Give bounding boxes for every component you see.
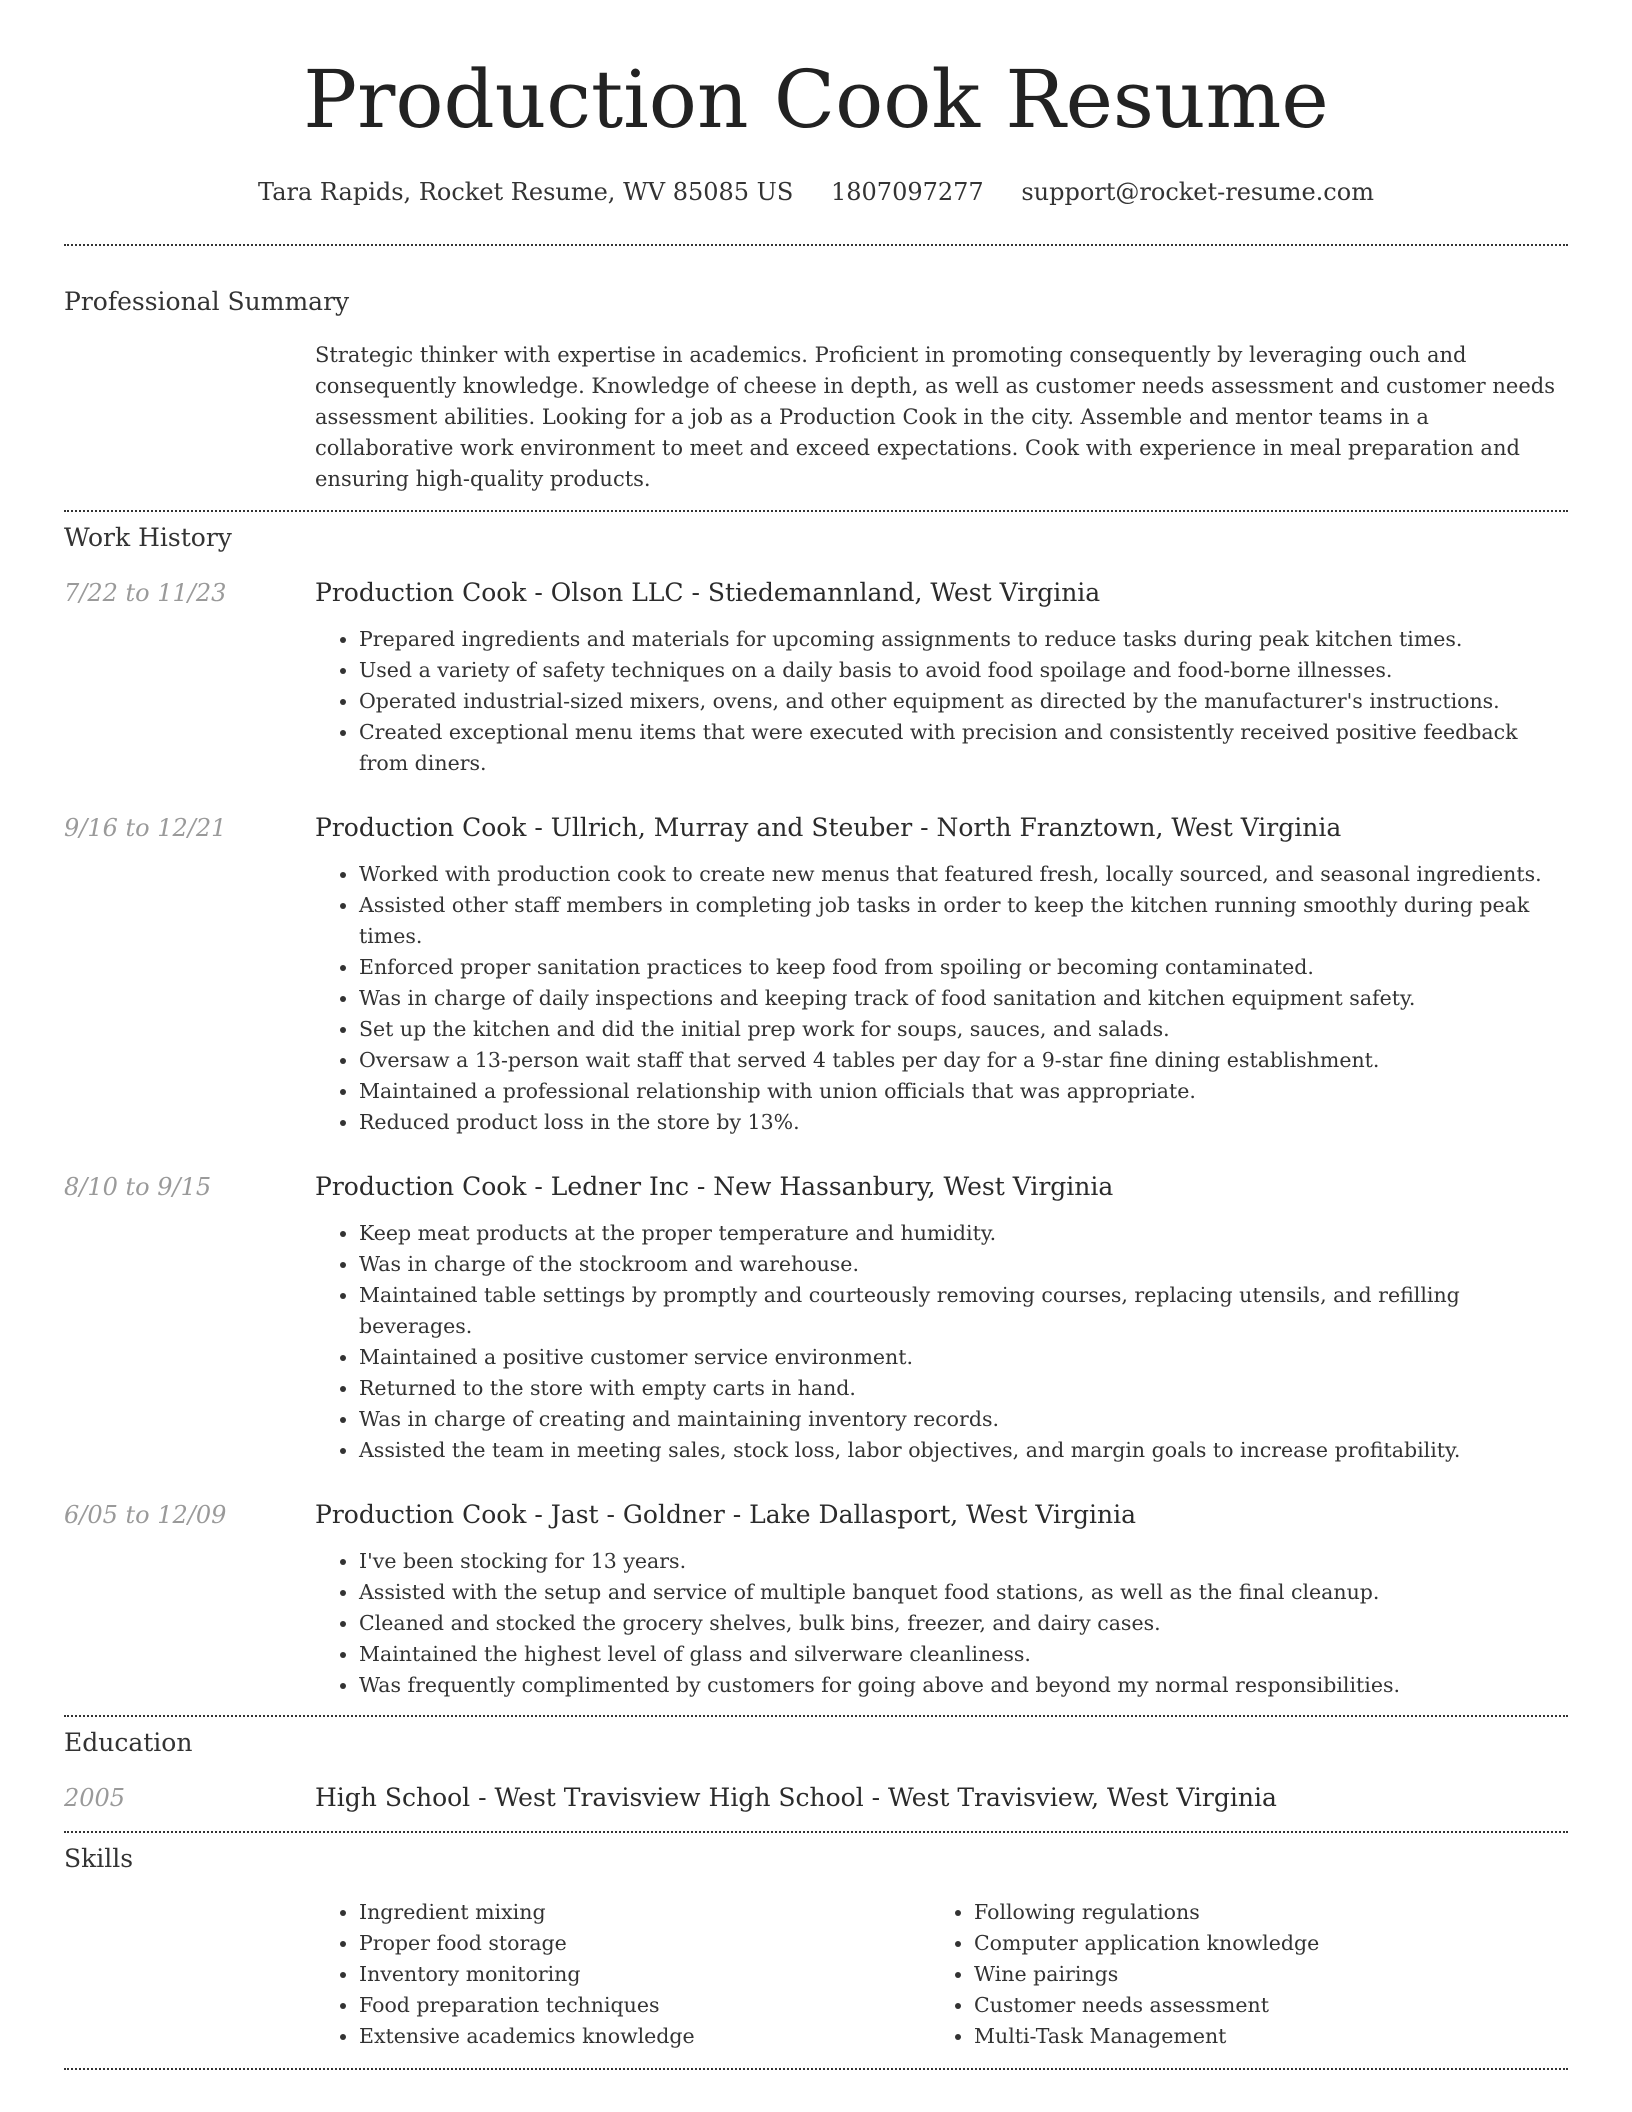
job-bullets <box>315 859 1568 1138</box>
list-item: • Inventory monitoring <box>359 1959 930 1990</box>
list-item: • Food preparation techniques <box>359 1990 930 2021</box>
divider <box>64 244 1568 246</box>
list-item: • Customer needs assessment <box>974 1990 1545 2021</box>
list-item: • Assisted the team in meeting sales, stock loss, labor objectives, and margin goals to increase profitability. <box>359 1435 1568 1466</box>
job-dates: 6/05 to 12/09 <box>64 1501 227 1529</box>
job-dates: 8/10 to 9/15 <box>64 1173 212 1201</box>
list-item: • Returned to the store with empty carts in hand. <box>359 1373 1568 1404</box>
list-item: • Cleaned and stocked the grocery shelves, bulk bins, freezer, and dairy cases. <box>359 1608 1568 1639</box>
contact-address: Tara Rapids, Rocket Resume, WV 85085 US <box>258 178 794 206</box>
list-item: • Was frequently complimented by customers for going above and beyond my normal responsibilities. <box>359 1670 1568 1701</box>
list-item: • Operated industrial-sized mixers, ovens, and other equipment as directed by the manufacturer's instructions. <box>359 686 1568 717</box>
job-bullets <box>315 1546 1568 1701</box>
job-entry <box>64 576 1568 779</box>
job-title: Production Cook - Ledner Inc - New Hassanbury, West Virginia <box>315 1172 1114 1201</box>
list-item: • I've been stocking for 13 years. <box>359 1546 1568 1577</box>
job-entry <box>64 1498 1568 1701</box>
list-item: • Oversaw a 13-person wait staff that served 4 tables per day for a 9-star fine dining establishment. <box>359 1045 1568 1076</box>
list-item: • Maintained table settings by promptly and courteously removing courses, replacing utensils, and refilling beverages. <box>359 1280 1568 1342</box>
education-year: 2005 <box>64 1784 126 1812</box>
page-title: Production Cook Resume <box>303 53 1329 146</box>
summary-text: Strategic thinker with expertise in academics. Proficient in promoting consequently by leveraging ouch and consequently knowledge. Knowledge of cheese in depth, as well as customer needs assessment and customer needs assessment abilities. Looking for a job as a Production Cook in the city. Assemble and mentor teams in a collaborative work environment to meet and exceed expectations. Cook with experience in meal preparation and ensuring high-quality products. <box>315 343 1555 491</box>
contact-email: support@rocket-resume.com <box>1021 178 1374 206</box>
list-item: • Maintained a professional relationship with union officials that was appropriate. <box>359 1076 1568 1107</box>
education-entry <box>64 1781 1568 1815</box>
list-item: • Was in charge of creating and maintaining inventory records. <box>359 1404 1568 1435</box>
list-item: • Keep meat products at the proper temperature and humidity. <box>359 1218 1568 1249</box>
job-bullets <box>315 1218 1568 1466</box>
education-heading: Education <box>64 1728 193 1757</box>
resume-page <box>64 0 1568 2070</box>
list-item: • Multi-Task Management <box>974 2021 1545 2052</box>
list-item: • Following regulations <box>974 1897 1545 1928</box>
skills-grid <box>315 1897 1568 2052</box>
list-item: • Assisted with the setup and service of multiple banquet food stations, as well as the final cleanup. <box>359 1577 1568 1608</box>
job-dates: 7/22 to 11/23 <box>64 579 227 607</box>
contact-line <box>64 176 1568 208</box>
skills-heading: Skills <box>64 1844 134 1873</box>
divider <box>64 2068 1568 2070</box>
job-title: Production Cook - Ullrich, Murray and Steuber - North Franztown, West Virginia <box>315 813 1342 842</box>
list-item: • Extensive academics knowledge <box>359 2021 930 2052</box>
list-item: • Created exceptional menu items that were executed with precision and consistently received positive feedback from diners. <box>359 717 1568 779</box>
job-title: Production Cook - Jast - Goldner - Lake Dallasport, West Virginia <box>315 1500 1136 1529</box>
skills-section <box>64 1843 1568 2052</box>
list-item: • Used a variety of safety techniques on a daily basis to avoid food spoilage and food-borne illnesses. <box>359 655 1568 686</box>
list-item: • Wine pairings <box>974 1959 1545 1990</box>
summary-heading: Professional Summary <box>64 287 350 316</box>
job-title: Production Cook - Olson LLC - Stiedemannland, West Virginia <box>315 578 1101 607</box>
job-entry <box>64 1170 1568 1466</box>
list-item: • Maintained a positive customer service environment. <box>359 1342 1568 1373</box>
list-item: • Proper food storage <box>359 1928 930 1959</box>
list-item: • Ingredient mixing <box>359 1897 930 1928</box>
divider <box>64 1831 1568 1833</box>
summary-section <box>64 286 1568 495</box>
job-bullets <box>315 624 1568 779</box>
contact-phone: 1807097277 <box>830 178 984 206</box>
list-item: • Was in charge of daily inspections and keeping track of food sanitation and kitchen equipment safety. <box>359 983 1568 1014</box>
list-item: • Prepared ingredients and materials for upcoming assignments to reduce tasks during peak kitchen times. <box>359 624 1568 655</box>
work-history-section <box>64 522 1568 1701</box>
job-entry <box>64 811 1568 1138</box>
list-item: • Assisted other staff members in completing job tasks in order to keep the kitchen running smoothly during peak times. <box>359 890 1568 952</box>
list-item: • Enforced proper sanitation practices to keep food from spoiling or becoming contaminated. <box>359 952 1568 983</box>
work-history-heading: Work History <box>64 523 232 552</box>
job-dates: 9/16 to 12/21 <box>64 814 227 842</box>
list-item: • Worked with production cook to create new menus that featured fresh, locally sourced, and seasonal ingredients. <box>359 859 1568 890</box>
list-item: • Maintained the highest level of glass and silverware cleanliness. <box>359 1639 1568 1670</box>
list-item: • Was in charge of the stockroom and warehouse. <box>359 1249 1568 1280</box>
list-item: • Reduced product loss in the store by 13%. <box>359 1107 1568 1138</box>
skills-list-left <box>315 1897 930 2052</box>
list-item: • Set up the kitchen and did the initial prep work for soups, sauces, and salads. <box>359 1014 1568 1045</box>
education-section <box>64 1727 1568 1815</box>
education-title: High School - West Travisview High School - West Travisview, West Virginia <box>315 1783 1277 1812</box>
list-item: • Computer application knowledge <box>974 1928 1545 1959</box>
divider <box>64 510 1568 512</box>
skills-list-right <box>930 1897 1545 2052</box>
divider <box>64 1715 1568 1717</box>
